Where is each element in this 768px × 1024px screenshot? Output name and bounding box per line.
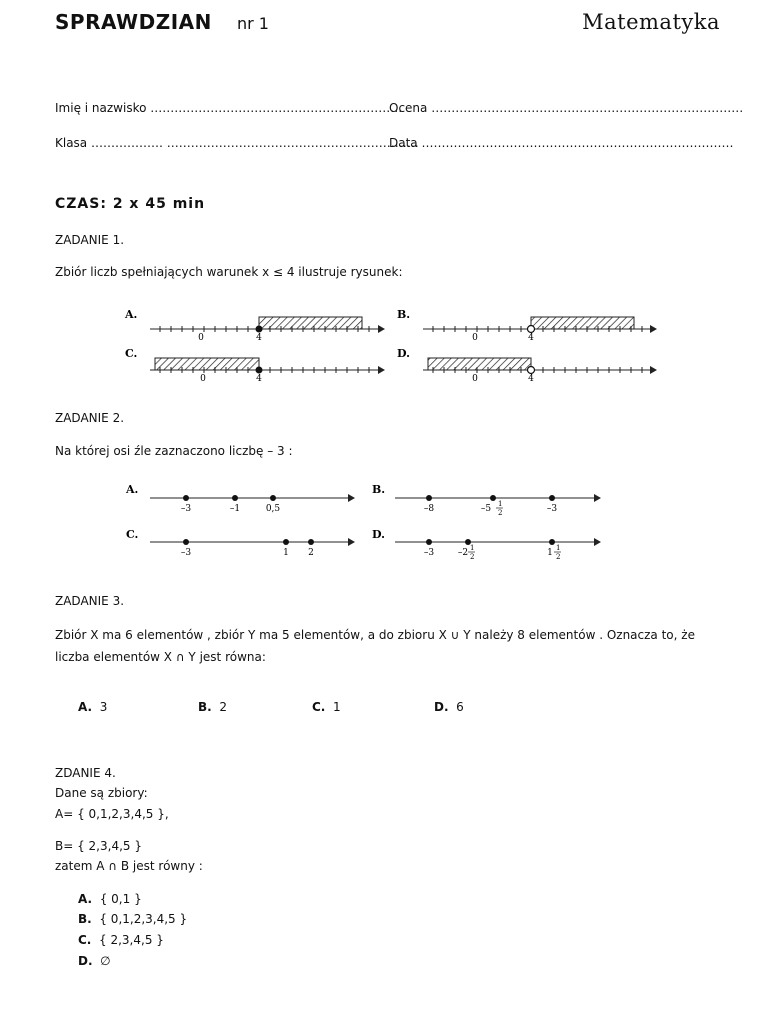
task2-option-d[interactable] <box>372 528 601 561</box>
task2-option-c[interactable] <box>126 528 355 558</box>
fraction-digit: 2 <box>498 509 503 517</box>
tick-label-0: 0 <box>200 374 206 384</box>
task4-set-a: A= { 0,1,2,3,4,5 }, <box>55 807 169 821</box>
page-title: SPRAWDZIAN <box>55 10 212 34</box>
tick-label-0: 0 <box>472 374 478 384</box>
class-field[interactable]: Klasa ……………… ……………………………………………………… <box>55 136 419 150</box>
subject-name: Matematyka <box>582 10 720 34</box>
task3-option-a[interactable] <box>78 700 107 714</box>
option-value: 2 <box>219 700 227 714</box>
option-value: 6 <box>456 700 464 714</box>
task2-option-b[interactable] <box>372 483 601 517</box>
task1-label-c: C. <box>125 347 138 360</box>
task2-label-d: D. <box>372 528 385 541</box>
task4-option-b[interactable] <box>78 912 187 926</box>
grade-field[interactable]: Ocena …………………………………………………………………… <box>389 101 744 115</box>
task1-option-b[interactable] <box>397 308 657 343</box>
option-label: C. <box>78 933 92 947</box>
task3-option-d[interactable] <box>434 700 464 714</box>
task4-option-a[interactable] <box>78 892 142 906</box>
task1-label-b: B. <box>397 308 411 321</box>
task4-question: zatem A ∩ B jest równy : <box>55 859 203 873</box>
fraction-digit: 2 <box>470 553 475 561</box>
tick-label-4: 4 <box>256 374 262 384</box>
fraction-digit: 2 <box>556 553 561 561</box>
task1-figure <box>115 305 660 385</box>
tick-label-4: 4 <box>528 333 534 343</box>
fraction-digit: 1 <box>556 544 561 552</box>
tick-label-4: 4 <box>528 374 534 384</box>
fraction-digit: 1 <box>470 544 475 552</box>
point-label: –3 <box>180 548 192 558</box>
task1-heading: ZADANIE 1. <box>55 233 125 247</box>
task1-option-d[interactable] <box>397 347 657 384</box>
task4-intro: Dane są zbiory: <box>55 786 148 800</box>
test-number: nr 1 <box>237 14 269 33</box>
task4-option-c[interactable] <box>78 933 164 947</box>
point-label: –5 <box>480 504 492 514</box>
task3-question: Zbiór X ma 6 elementów , zbiór Y ma 5 elementów, a do zbioru X ∪ Y należy 8 elementów . Oznacza to, że liczba elementów X ∩ Y jest równa: <box>55 628 695 664</box>
point-label: –3 <box>180 504 192 514</box>
name-field[interactable]: Imię i nazwisko ……………………………………………………… <box>55 101 403 115</box>
tick-label-0: 0 <box>198 333 204 343</box>
task2-heading: ZADANIE 2. <box>55 411 125 425</box>
task3-option-b[interactable] <box>198 700 227 714</box>
option-value: { 0,1 } <box>99 892 142 906</box>
task2-label-b: B. <box>372 483 386 496</box>
task1-option-c[interactable] <box>125 347 385 384</box>
fraction-digit: 1 <box>498 500 503 508</box>
task3-option-c[interactable] <box>312 700 341 714</box>
option-label: C. <box>312 700 326 714</box>
point-label: –3 <box>546 504 558 514</box>
option-value: 1 <box>333 700 341 714</box>
option-value: 3 <box>99 700 108 714</box>
task4-option-d[interactable] <box>78 954 111 968</box>
task4-set-b: B= { 2,3,4,5 } <box>55 839 142 853</box>
point-label: 1 <box>547 548 553 558</box>
option-value: { 0,1,2,3,4,5 } <box>99 912 188 926</box>
task2-label-c: C. <box>126 528 139 541</box>
option-label: B. <box>198 700 212 714</box>
point-label: –2 <box>457 548 469 558</box>
option-label: B. <box>78 912 92 926</box>
option-label: D. <box>434 700 449 714</box>
time-limit: CZAS: 2 x 45 min <box>55 196 206 212</box>
date-field[interactable]: Data …………………………………………………………………… <box>389 136 734 150</box>
option-label: A. <box>78 700 93 714</box>
option-value: { 2,3,4,5 } <box>99 933 164 947</box>
point-label: 0,5 <box>265 504 281 514</box>
task2-question: Na której osi źle zaznaczono liczbę – 3 : <box>55 444 293 458</box>
option-label: A. <box>78 892 93 906</box>
point-label: 1 <box>283 548 289 558</box>
task3-heading: ZADANIE 3. <box>55 594 125 608</box>
task1-label-a: A. <box>125 308 138 321</box>
task1-option-a[interactable] <box>124 308 385 343</box>
tick-label-0: 0 <box>472 333 478 343</box>
point-label: –1 <box>229 504 241 514</box>
task1-label-d: D. <box>397 347 410 360</box>
task1-question: Zbiór liczb spełniających warunek x ≤ 4 ilustruje rysunek: <box>55 265 403 279</box>
task2-option-a[interactable] <box>125 483 355 514</box>
option-value: ∅ <box>100 954 111 968</box>
point-label: –3 <box>423 548 435 558</box>
task2-label-a: A. <box>126 483 139 496</box>
point-label: 2 <box>308 548 314 558</box>
task4-heading: ZDANIE 4. <box>55 766 116 780</box>
point-label: –8 <box>423 504 435 514</box>
tick-label-4: 4 <box>256 333 262 343</box>
task2-figure <box>120 480 610 568</box>
option-label: D. <box>78 954 93 968</box>
